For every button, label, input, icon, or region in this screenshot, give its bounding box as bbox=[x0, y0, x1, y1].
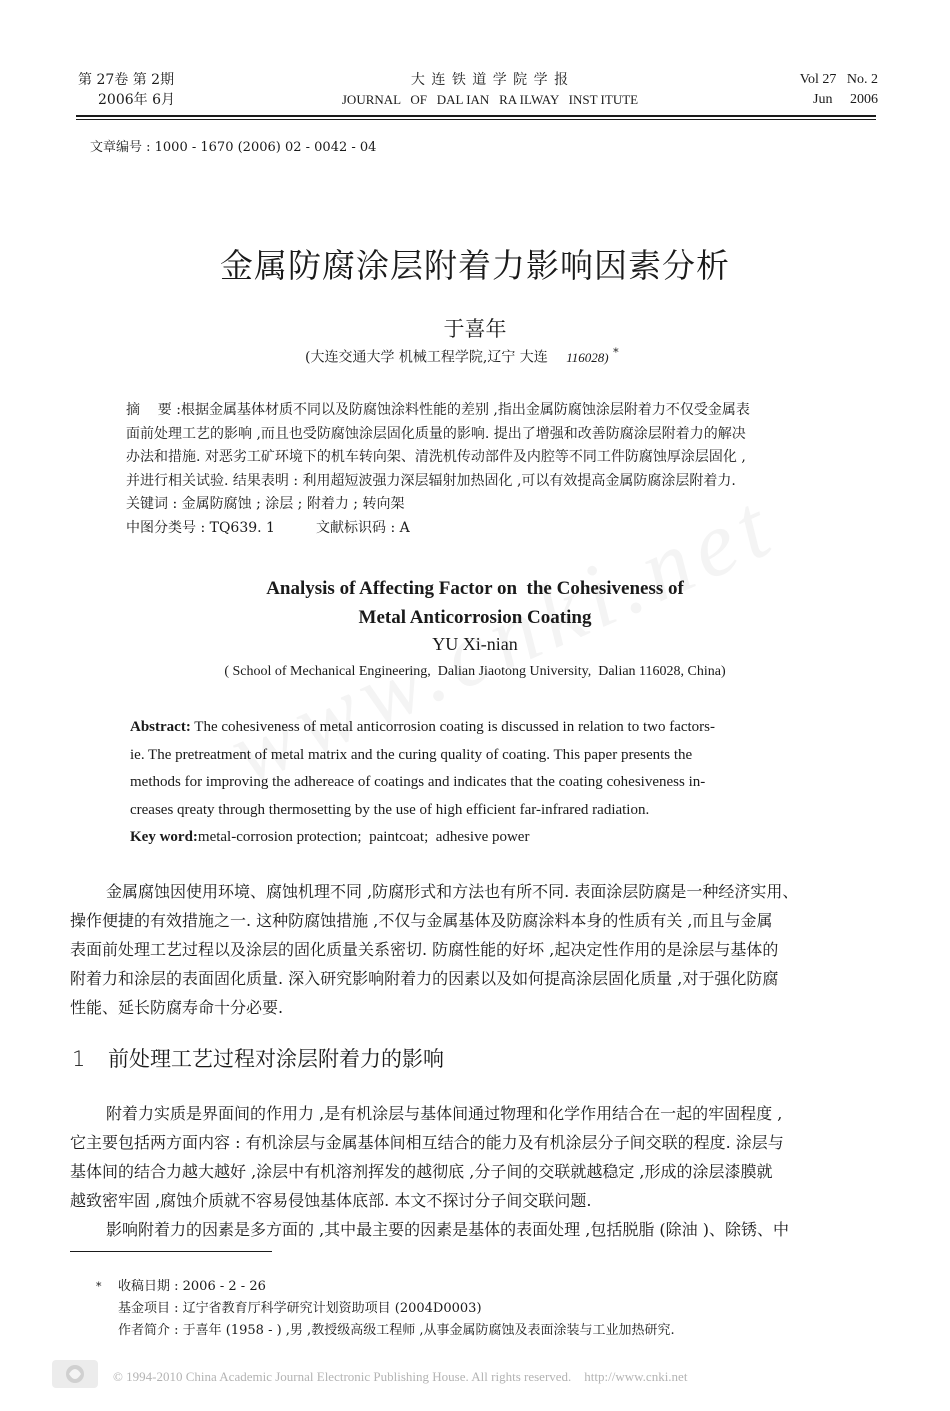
article-number: 文章编号 : 1000 - 1670 (2006) 02 - 0042 - 04 bbox=[90, 140, 377, 155]
header-journal bbox=[310, 70, 670, 110]
abstract-cn-text-1: 根据金属基体材质不同以及防腐蚀涂料性能的差别 ,指出金属防腐蚀涂层附着力不仅受金属表 bbox=[180, 402, 750, 418]
section-1-title: 前处理工艺过程对涂层附着力的影响 bbox=[108, 1047, 444, 1071]
sec1-line-1: 附着力实质是界面间的作用力 ,是有机涂层与基体间通过物理和化学作用结合在一起的牢固程度 , bbox=[106, 1104, 783, 1123]
section-1-body bbox=[70, 1099, 882, 1244]
title-en-line-1: Analysis of Affecting Factor on the Cohesiveness of bbox=[266, 578, 684, 599]
section-1-number: 1 bbox=[72, 1047, 86, 1071]
abstract-cn-label: 摘 要 : bbox=[126, 402, 181, 418]
intro-paragraph bbox=[70, 877, 882, 1022]
paper-title-en bbox=[0, 574, 950, 632]
abstract-cn-line-4: 并进行相关试验. 结果表明 : 利用超短波强力深层辐射加热固化 ,可以有效提高金属防腐涂层附着力. bbox=[126, 472, 736, 489]
header-vol-no: Vol 27 No. 2 bbox=[799, 72, 878, 87]
intro-line-3: 表面前处理工艺过程以及涂层的固化质量关系密切. 防腐性能的好坏 ,起决定性作用的是涂层与基体的 bbox=[70, 940, 779, 959]
keywords-en bbox=[130, 824, 830, 852]
intro-line-1: 金属腐蚀因使用环境、腐蚀机理不同 ,防腐形式和方法也有所不同. 表面涂层防腐是一种经济实用、 bbox=[106, 882, 799, 901]
document-code: 文献标识码 : A bbox=[316, 519, 410, 536]
header-volume: 第 27卷 第 2期 bbox=[78, 72, 175, 88]
header-rule-thin bbox=[76, 119, 876, 120]
section-1-heading bbox=[72, 1043, 444, 1073]
author-cn: 于喜年 bbox=[443, 317, 507, 341]
header-volume-en bbox=[760, 70, 878, 110]
journal-name-cn: 大 连 铁 道 学 院 学 报 bbox=[410, 72, 570, 88]
sec1-line-3: 基体间的结合力越大越好 ,涂层中有机溶剂挥发的越彻底 ,分子间的交联就越稳定 ,形成的涂层漆膜就 bbox=[70, 1162, 773, 1181]
abstract-en-line-3: methods for improving the adhereace of coatings and indicates that the coating cohesiveness in- bbox=[130, 774, 706, 790]
sec1-line-2: 它主要包括两方面内容 : 有机涂层与金属基体间相互结合的能力及有机涂层分子间交联的程度. 涂层与 bbox=[70, 1133, 784, 1152]
footnote-star: * bbox=[96, 1280, 102, 1293]
footnote-rule bbox=[70, 1251, 272, 1252]
classification-row bbox=[126, 517, 836, 541]
header-issue bbox=[78, 70, 175, 110]
affiliation-cn bbox=[305, 346, 619, 367]
abstract-en-label: Abstract: bbox=[130, 719, 191, 735]
abstract-en-line-4: creases qreaty through thermosetting by the use of high efficient far-infrared radiation. bbox=[130, 801, 650, 818]
keywords-cn: 关键词 : 金属防腐蚀 ; 涂层 ; 附着力 ; 转向架 bbox=[126, 496, 405, 512]
footnote-author-bio: 作者简介 : 于喜年 (1958 - ) ,男 ,教授级高级工程师 ,从事金属防腐蚀及表面涂装与工业加热研究. bbox=[118, 1323, 675, 1338]
footnote-received: * 收稿日期 : 2006 - 2 - 26 bbox=[96, 1276, 675, 1298]
copyright-footer: © 1994-2010 China Academic Journal Electronic Publishing House. All rights reserved. http://www.cnki.net bbox=[113, 1369, 688, 1384]
intro-line-2: 操作便捷的有效措施之一. 这种防腐蚀措施 ,不仅与金属基体及防腐涂料本身的性质有关 ,而且与金属 bbox=[70, 911, 773, 930]
cnki-logo-icon bbox=[52, 1360, 98, 1388]
journal-name-en: JOURNAL OF DAL IAN RA ILWAY INST ITUTE bbox=[341, 92, 639, 107]
abstract-en-text-1: The cohesiveness of metal anticorrosion coating is discussed in relation to two factors- bbox=[190, 719, 716, 735]
abstract-en bbox=[130, 714, 830, 852]
footnote-fund: 基金项目 : 辽宁省教育厅科学研究计划资助项目 (2004D0003) bbox=[118, 1301, 482, 1316]
author-en: YU Xi-nian bbox=[432, 634, 518, 654]
title-en-line-2: Metal Anticorrosion Coating bbox=[358, 607, 592, 628]
keywords-en-label: Key word: bbox=[130, 829, 198, 845]
abstract-cn-line-1 bbox=[126, 399, 836, 423]
affiliation-cn-text: (大连交通大学 机械工程学院,辽宁 大连 bbox=[305, 349, 548, 366]
affiliation-mark: * bbox=[613, 346, 619, 359]
header-rule-thick bbox=[76, 115, 876, 117]
header-month-year: Jun 2006 bbox=[813, 92, 878, 107]
paper-title-cn: 金属防腐涂层附着力影响因素分析 bbox=[220, 246, 730, 285]
header-date: 2006年 6月 bbox=[98, 92, 175, 108]
intro-line-4: 附着力和涂层的表面固化质量. 深入研究影响附着力的因素以及如何提高涂层固化质量 ,对于强化防腐 bbox=[70, 969, 779, 988]
abstract-en-line-1 bbox=[130, 714, 830, 742]
abstract-cn-line-2: 面前处理工艺的影响 ,而且也受防腐蚀涂层固化质量的影响. 提出了增强和改善防腐涂层附着力的解决 bbox=[126, 425, 746, 442]
sec1-line-5: 影响附着力的因素是多方面的 ,其中最主要的因素是基体的表面处理 ,包括脱脂 (除油 )、除锈、中 bbox=[106, 1220, 790, 1239]
affiliation-zip: 116028) bbox=[566, 349, 609, 365]
affiliation-en: ( School of Mechanical Engineering, Dalian Jiaotong University, Dalian 116028, China) bbox=[224, 664, 726, 679]
abstract-en-line-2: ie. The pretreatment of metal matrix and the curing quality of coating. This paper presents the bbox=[130, 746, 693, 763]
intro-line-5: 性能、延长防腐寿命十分必要. bbox=[70, 998, 284, 1017]
abstract-cn-line-3: 办法和措施. 对恶劣工矿环境下的机车转向架、清洗机传动部件及内腔等不同工件防腐蚀厚涂层固化 , bbox=[126, 449, 746, 465]
abstract-cn bbox=[126, 399, 836, 540]
footnotes bbox=[96, 1276, 675, 1342]
clc-number: 中图分类号 : TQ639. 1 bbox=[126, 519, 275, 536]
keywords-en-text: metal-corrosion protection; paintcoat; adhesive power bbox=[197, 829, 530, 845]
sec1-line-4: 越致密牢固 ,腐蚀介质就不容易侵蚀基体底部. 本文不探讨分子间交联问题. bbox=[70, 1191, 592, 1210]
